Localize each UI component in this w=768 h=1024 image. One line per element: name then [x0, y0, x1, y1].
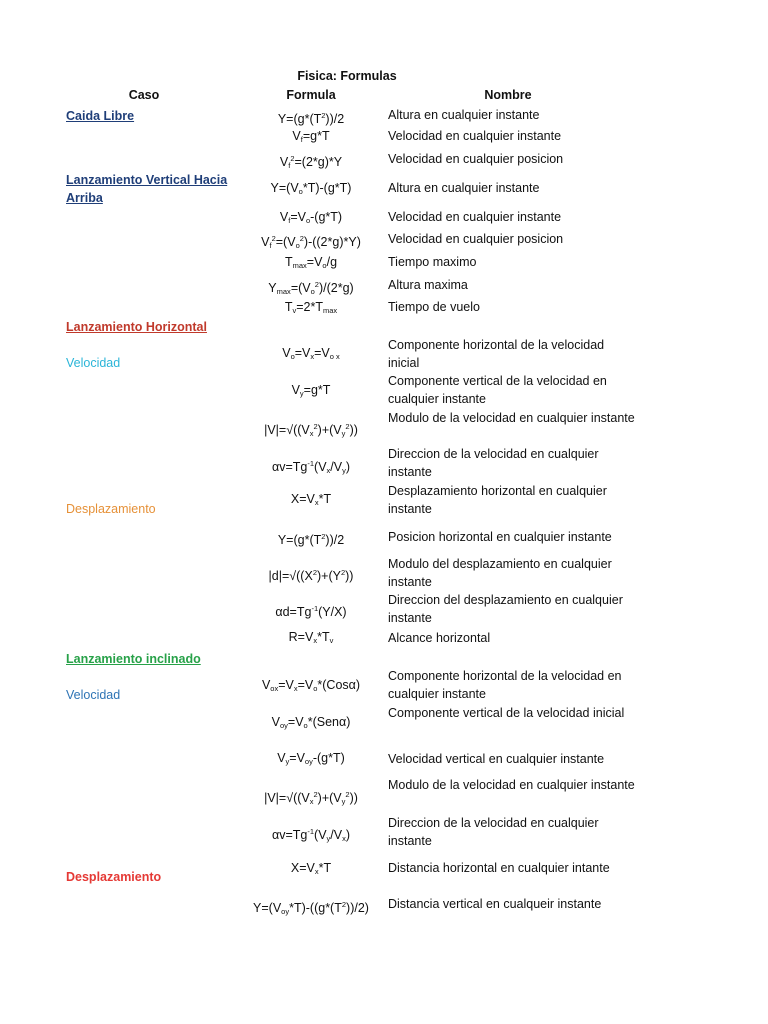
nombre-cell: Altura en cualquier instante	[388, 108, 540, 122]
formula-row: $V_y=g*T$	[291, 383, 331, 398]
formula-row: $Y=(V_{oy}*T)-((g*(T^2))/2)$	[253, 900, 369, 916]
formula-row: $V_o=V_x=V_{o x}$	[282, 346, 340, 361]
formula-row: $Y=(V_o*T)-(g*T)$	[270, 181, 352, 196]
formula-row: $V_f=V_o-(g*T)$	[279, 210, 343, 225]
nombre-cell: Componente vertical de la velocidad inicial	[388, 706, 625, 720]
formula-row: $\alpha d=Tg^{-1}(Y/X)$	[275, 604, 347, 619]
formula-row: $Y_{max}=(V_o^2)/(2*g)$	[268, 280, 354, 296]
case-vertical-line2: Arriba	[66, 191, 103, 205]
case-inclinado: Lanzamiento inclinado	[66, 652, 201, 666]
nombre-cell: Direccion de la velocidad en cualquier instante	[388, 816, 599, 848]
formula-row: $V_{oy}=V_o*(Sen\alpha)$	[271, 715, 351, 730]
formula-row: $Y=(g*(T^2))/2$	[277, 111, 345, 126]
formula-row: $|V|=√((V_x^2)+(V_y^2))$	[264, 422, 358, 438]
formula-row: $V_f^2=(V_o^2)-((2*g)*Y)$	[261, 234, 361, 250]
formula-row: $T_{max}=V_o/g$	[284, 255, 338, 270]
nombre-cell: Alcance horizontal	[388, 631, 491, 645]
nombre-cell: Modulo del desplazamiento en cualquier instante	[388, 557, 612, 589]
nombre-cell: Modulo de la velocidad en cualquier instante	[388, 411, 635, 425]
case-vertical-line1: Lanzamiento Vertical Hacia	[66, 173, 228, 187]
nombre-cell: Velocidad vertical en cualquier instante	[388, 752, 605, 766]
formula-row: $\alpha v=Tg^{-1}(V_y/V_x)$	[271, 827, 351, 843]
formula-row: $|V|=√((V_x^2)+(V_y^2))$	[264, 790, 358, 806]
header-nombre: Nombre	[484, 88, 532, 102]
formula-row: $Y=(g*(T^2))/2$	[277, 532, 345, 547]
case-desplazamiento-inclinado: Desplazamiento	[66, 870, 162, 884]
page-title: Fisica: Formulas	[297, 69, 397, 83]
formula-row: $|d|=√((X^2)+(Y^2))$	[268, 568, 354, 583]
nombre-cell: Direccion de la velocidad en cualquier instante	[388, 447, 599, 479]
nombre-cell: Componente horizontal de la velocidad en cualquier instante	[388, 669, 622, 701]
nombre-cell: Tiempo de vuelo	[388, 300, 480, 314]
nombre-cell: Modulo de la velocidad en cualquier instante	[388, 778, 635, 792]
formula-row: $X=V_x*T$	[290, 861, 332, 876]
formula-row: $R=V_x*T_v$	[288, 630, 334, 645]
formula-row: $V_f=g*T$	[292, 129, 330, 144]
formula-row: $X=V_x*T$	[290, 492, 332, 507]
formula-row: $V_y=V_{oy}-(g*T)$	[277, 751, 345, 766]
nombre-cell: Componente vertical de la velocidad en cualquier instante	[388, 374, 607, 406]
case-velocidad-inclinado: Velocidad	[66, 688, 121, 702]
nombre-cell: Velocidad en cualquier posicion	[388, 232, 564, 246]
formula-row: $V_f^2=(2*g)*Y$	[279, 154, 343, 170]
nombre-cell: Velocidad en cualquier instante	[388, 210, 562, 224]
nombre-cell: Tiempo maximo	[388, 255, 477, 269]
nombre-cell: Distancia vertical en cualqueir instante	[388, 897, 602, 911]
nombre-cell: Componente horizontal de la velocidad inicial	[388, 338, 605, 370]
formula-row: $\alpha v=Tg^{-1}(V_x/V_y)$	[271, 459, 351, 475]
nombre-cell: Distancia horizontal en cualquier intante	[388, 861, 610, 875]
formula-row: $V_{ox}=V_x=V_o*(Cos\alpha)$	[261, 678, 361, 693]
header-formula: Formula	[286, 88, 336, 102]
nombre-cell: Velocidad en cualquier posicion	[388, 152, 564, 166]
nombre-cell: Altura maxima	[388, 278, 468, 292]
nombre-cell: Posicion horizontal en cualquier instante	[388, 530, 612, 544]
case-velocidad-horizontal: Velocidad	[66, 356, 121, 370]
case-horizontal: Lanzamiento Horizontal	[66, 320, 207, 334]
nombre-cell: Direccion del desplazamiento en cualquier instante	[388, 593, 623, 625]
header-caso: Caso	[128, 88, 160, 102]
formula-row: $T_v=2*T_{max}$	[284, 300, 338, 315]
case-desplazamiento-horizontal: Desplazamiento	[66, 502, 156, 516]
nombre-cell: Velocidad en cualquier instante	[388, 129, 562, 143]
case-caida-libre: Caida Libre	[66, 109, 135, 123]
nombre-cell: Desplazamiento horizontal en cualquier instante	[388, 484, 607, 516]
nombre-cell: Altura en cualquier instante	[388, 181, 540, 195]
